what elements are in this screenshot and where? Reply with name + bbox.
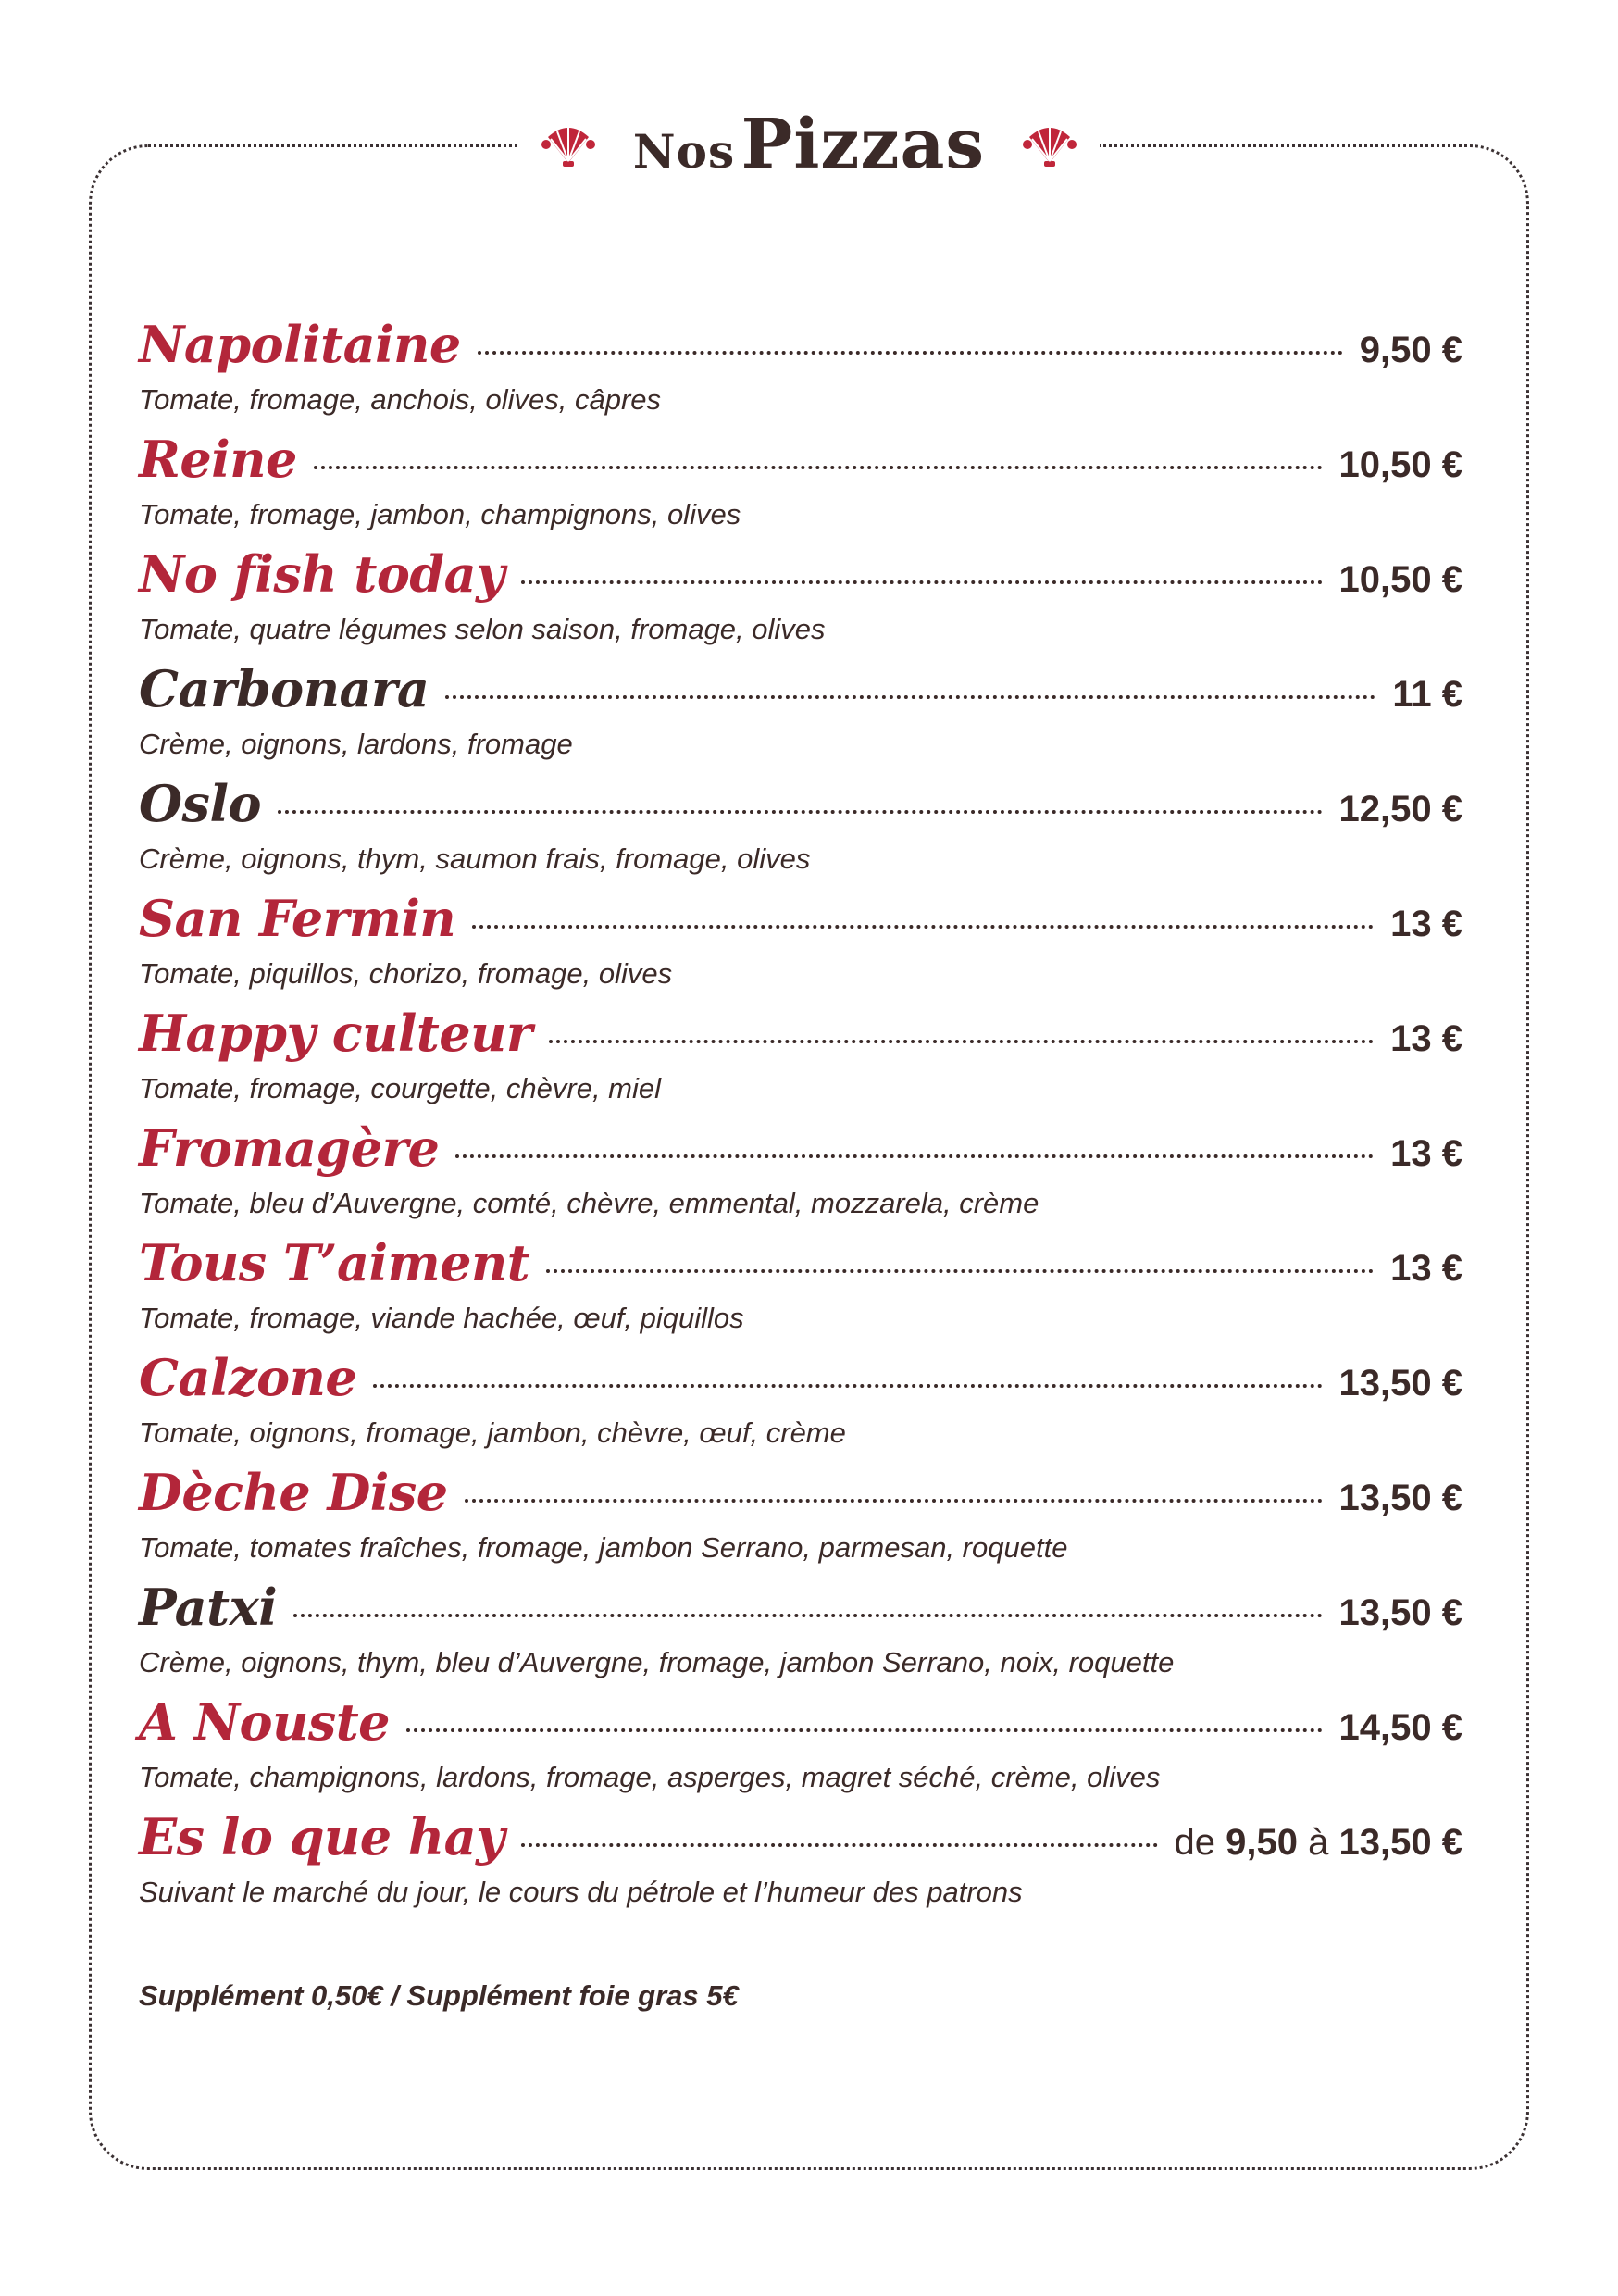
item-price: 13,50 € [1338,1363,1462,1404]
dot-leader [445,695,1375,699]
item-description: Crème, oignons, thym, saumon frais, fromage, olives [139,842,811,875]
item-price: 9,50 € [1359,330,1462,370]
item-description: Tomate, bleu d’Auvergne, comté, chèvre, emmental, mozzarela, crème [139,1187,1039,1219]
menu-item [139,1348,1462,1463]
item-description: Crème, oignons, thym, bleu d’Auvergne, fromage, jambon Serrano, noix, roquette [139,1646,1175,1678]
item-description: Tomate, fromage, jambon, champignons, olives [139,498,741,530]
item-price: 12,50 € [1338,789,1462,830]
item-description: Suivant le marché du jour, le cours du pétrole et l’humeur des patrons [139,1876,1023,1908]
price-prefix: de [1174,1822,1216,1863]
price-to: 13,50 € [1338,1822,1462,1863]
dot-leader [549,1040,1374,1043]
item-description: Tomate, oignons, fromage, jambon, chèvre, œuf, crème [139,1416,846,1449]
dot-leader [478,351,1343,355]
menu-item [139,430,1462,544]
menu-item [139,315,1462,430]
menu-header [518,93,1100,196]
menu-item [139,1692,1462,1807]
dot-leader [521,580,1323,584]
item-description: Tomate, quatre légumes selon saison, fromage, olives [139,613,826,645]
item-description: Tomate, fromage, courgette, chèvre, miel [139,1072,662,1104]
page-title [633,105,985,184]
dot-leader [293,1614,1322,1617]
title-large: Pizzas [741,105,986,184]
supplement-note: Supplément 0,50€ / Supplément foie gras 5€ [139,1979,739,2012]
dot-leader [546,1269,1374,1273]
item-name: Reine [139,430,297,489]
item-name: Napolitaine [139,315,461,374]
dot-leader [472,925,1374,929]
menu-item [139,659,1462,774]
item-name: Tous T’aiment [139,1233,530,1292]
item-name: Calzone [139,1348,357,1407]
menu-item-special [139,1807,1462,1922]
price-from: 9,50 [1226,1822,1299,1863]
shell-icon [1022,117,1077,172]
item-price: 13 € [1390,1248,1462,1289]
item-description: Tomate, champignons, lardons, fromage, asperges, magret séché, crème, olives [139,1761,1161,1793]
item-description: Tomate, tomates fraîches, fromage, jambon Serrano, parmesan, roquette [139,1531,1068,1564]
item-price: 11 € [1392,674,1462,715]
dot-leader [521,1843,1158,1847]
item-price: 10,50 € [1338,559,1462,600]
menu-item [139,544,1462,659]
item-name: San Fermin [139,889,456,948]
item-name: Carbonara [139,659,429,718]
dot-leader [455,1154,1374,1158]
menu-item [139,1233,1462,1348]
item-name: Fromagère [139,1118,440,1178]
dot-leader [406,1728,1322,1732]
item-price: 13,50 € [1338,1478,1462,1518]
dot-leader [465,1499,1323,1503]
item-price: 14,50 € [1338,1707,1462,1748]
pizza-list [139,315,1462,1922]
item-name: Patxi [139,1578,278,1637]
menu-item [139,1118,1462,1233]
menu-item [139,1463,1462,1578]
item-description: Tomate, fromage, anchois, olives, câpres [139,383,662,416]
item-name: Dèche Dise [139,1463,448,1522]
dot-leader [278,810,1323,814]
item-price: 13 € [1390,1018,1462,1059]
item-description: Tomate, piquillos, chorizo, fromage, olives [139,957,673,990]
item-name: No fish today [139,544,504,604]
menu-item [139,1004,1462,1118]
item-description: Crème, oignons, lardons, fromage [139,728,573,760]
item-name: Es lo que hay [139,1807,504,1866]
item-price: 13 € [1390,1133,1462,1174]
item-price: 13 € [1390,904,1462,944]
item-name: A Nouste [139,1692,391,1752]
item-price [1175,1822,1462,1864]
item-name: Happy culteur [139,1004,532,1063]
menu-item [139,774,1462,889]
dot-leader [373,1384,1322,1388]
dot-leader [314,466,1323,469]
item-name: Oslo [139,774,261,833]
menu-item [139,1578,1462,1692]
menu-item [139,889,1462,1004]
shell-icon [541,117,596,172]
item-description: Tomate, fromage, viande hachée, œuf, piquillos [139,1302,744,1334]
item-price: 13,50 € [1338,1592,1462,1633]
item-price: 10,50 € [1338,444,1462,485]
title-small: Nos [632,124,736,179]
price-mid: à [1308,1822,1329,1863]
